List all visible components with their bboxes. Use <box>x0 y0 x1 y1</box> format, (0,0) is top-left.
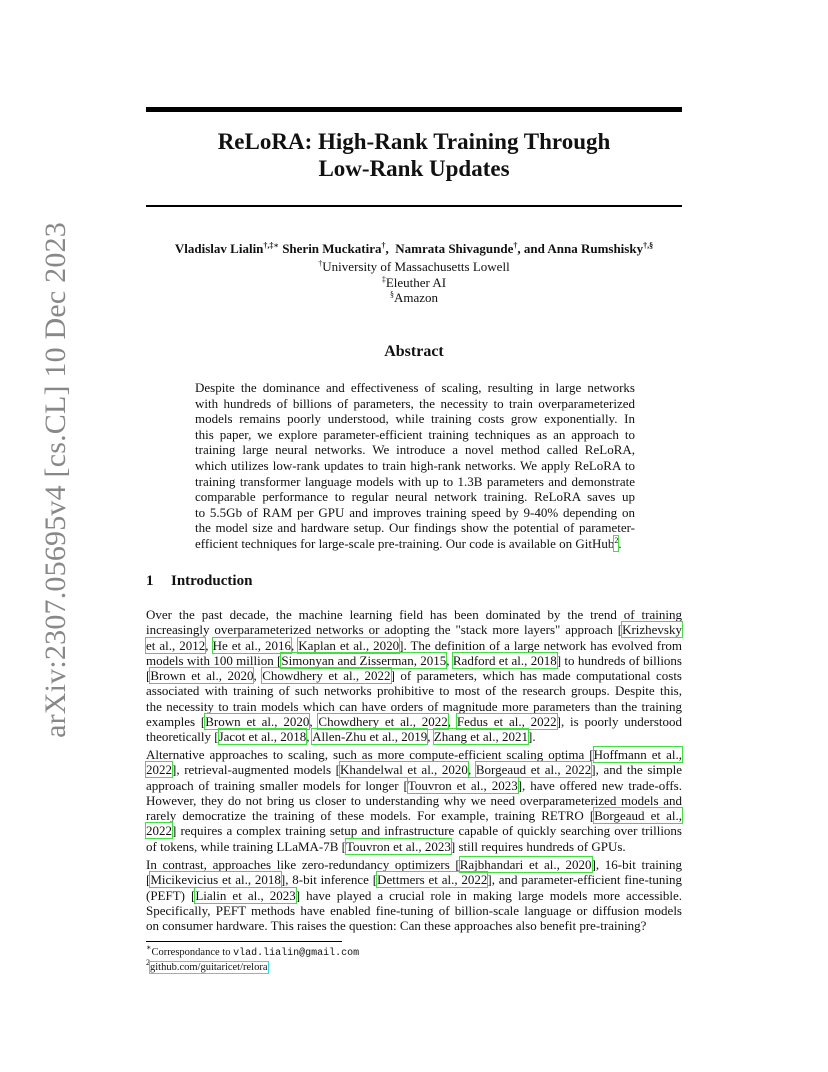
text-run: ], is poorly understood <box>556 714 683 730</box>
text-run: , <box>291 637 299 653</box>
paragraph-line <box>146 747 682 762</box>
footnote-text: Correspondance to <box>151 947 234 958</box>
abstract-line-text: efficient techniques for large-scale pre-training. Our code is available on GitHub <box>195 535 615 551</box>
text-run: , <box>467 762 476 778</box>
footnote-2 <box>146 958 268 974</box>
footnote-mark: ∗ <box>146 943 152 952</box>
section-title: Introduction <box>171 573 253 589</box>
text-run: [ <box>146 668 151 684</box>
abstract-line: Despite the dominance and effectiveness of scaling, resulting in large networks <box>195 380 635 395</box>
text-run: ], 16-bit training <box>591 857 682 872</box>
citation-link[interactable]: Rajbhandari et al., 2020 <box>459 857 592 872</box>
paragraph-line <box>146 823 682 838</box>
text-run: , <box>447 714 457 730</box>
github-link[interactable]: github.com/guitaricet/relora <box>150 962 268 973</box>
text-run: , <box>309 714 319 730</box>
citation-link[interactable]: Brown et al., 2020 <box>150 668 254 684</box>
section-number: 1 <box>146 573 154 589</box>
citation-link[interactable]: Simonyan and Zisserman, 2015 <box>281 652 447 668</box>
paragraph-line: on consumer hardware. This raises the question: Can these approaches also benefit pre-training? <box>146 918 647 934</box>
intro-paragraph-3 <box>146 857 682 933</box>
paragraph-line <box>146 762 682 777</box>
author-name: , and Anna Rumshisky <box>517 241 644 256</box>
citation-link[interactable]: Touvron et al., 2023 <box>346 838 451 854</box>
footnote-1 <box>146 943 360 960</box>
abstract-line: this paper, we explore parameter-efficient training techniques as an approach to <box>195 426 635 442</box>
abstract-line: the model size and hardware setup. Our findings show the potential of parameter- <box>195 520 635 536</box>
intro-paragraph-1 <box>146 607 682 745</box>
paragraph-line <box>146 714 682 729</box>
citation-link[interactable]: Brown et al., 2020 <box>205 714 310 730</box>
paragraph-line: However, they do not bring us closer to understanding why we need overparameterized models and <box>146 792 682 808</box>
text-run: , <box>446 652 453 668</box>
footnote-mark: 2 <box>614 535 619 545</box>
citation-link[interactable]: Krizhevsky <box>622 622 682 638</box>
author-affil-mark: † <box>513 241 518 250</box>
affiliation-line <box>146 290 682 305</box>
paper-title <box>146 128 682 182</box>
text-run: approach of training smaller models for longer [ <box>146 777 408 793</box>
paragraph-line <box>146 778 682 793</box>
title-bottom-rule <box>146 205 682 207</box>
citation-link[interactable]: Allen-Zhu et al., 2019 <box>312 729 428 745</box>
section-heading <box>146 573 252 590</box>
citation-link[interactable]: He et al., 2016 <box>212 637 292 653</box>
text-run: examples [ <box>146 714 206 730</box>
arxiv-identifier-stamp: arXiv:2307.05695v4 [cs.CL] 10 Dec 2023 <box>39 222 72 738</box>
text-run: rarely democratize the training of these models. For example, training RETRO [ <box>146 808 595 824</box>
abstract-line: which utilizes low-rank updates to train high-rank networks. We apply ReLoRA to <box>195 457 635 473</box>
text-run: ] still requires hundreds of GPUs. <box>450 838 626 854</box>
footnote-divider <box>146 941 342 942</box>
citation-link[interactable]: Jacot et al., 2018 <box>218 729 307 745</box>
affiliation-name: Amazon <box>393 290 439 305</box>
title-line-1: ReLoRA: High-Rank Training Through <box>217 129 611 154</box>
author-affil-mark: †,§ <box>643 241 654 250</box>
text-run: Alternative approaches to scaling, such as more compute-efficient scaling optima [ <box>146 747 594 762</box>
abstract-line <box>195 536 635 552</box>
text-run: , <box>427 729 434 745</box>
abstract-line: training large neural networks. We introduce a novel method called ReLoRA, <box>195 442 635 458</box>
author-list: Vladislav Lialin†,‡∗ Sherin Muckatira†, Namrata Shivagunde†, and Anna Rumshisky†,§ <box>174 241 654 256</box>
citation-link[interactable]: Chowdhery et al., 2022 <box>262 668 391 684</box>
affiliation-line <box>146 275 682 290</box>
paragraph-line: Specifically, PEFT methods have enabled fine-tuning of billion-scale language or diffusion models <box>146 902 682 918</box>
citation-link[interactable]: Borgeaud et al., 2022 <box>475 762 592 778</box>
text-run: ], retrieval-augmented models [ <box>172 762 340 778</box>
text-run: ], 8-bit inference [ <box>280 872 378 888</box>
paragraph-line <box>146 872 682 887</box>
citation-link[interactable]: Lialin et al., 2023 <box>195 887 296 903</box>
text-run: , <box>306 729 313 745</box>
affiliation-line <box>146 259 682 274</box>
text-run: ] have played a crucial role in making large models more accessible. <box>295 887 682 903</box>
paragraph-line <box>146 622 682 637</box>
affiliation-name: Eleuther AI <box>385 275 447 290</box>
text-run: (PEFT) [ <box>146 887 196 903</box>
abstract-line-end: . <box>618 535 622 551</box>
paragraph-line: the necessity to train models which can have orders of magnitude more parameters than the training <box>146 698 682 714</box>
abstract-line: with hundreds of billions of parameters, the necessity to train overparameterized <box>195 395 635 411</box>
paragraph-line <box>146 668 682 683</box>
text-run: ] to hundreds of billions <box>556 652 682 668</box>
citation-link[interactable]: Zhang et al., 2021 <box>433 729 528 745</box>
paragraph-line <box>146 857 682 872</box>
citation-link[interactable]: Touvron et al., 2023 <box>407 777 518 793</box>
citation-link[interactable]: et al., 2012 <box>146 637 206 653</box>
paragraph-line <box>146 839 682 854</box>
paragraph-line <box>146 888 682 903</box>
citation-link[interactable]: 2022 <box>146 823 172 839</box>
text-run: increasingly overparameterized networks or adopting the "stack more layers" approach [ <box>146 622 623 638</box>
citation-link[interactable]: Hoffmann et al., <box>593 747 682 762</box>
abstract-line: to 5.5Gb of RAM per GPU and improves training speed by 9-40% depending on <box>195 504 635 520</box>
paragraph-line <box>146 638 682 653</box>
citation-link[interactable]: Dettmers et al., 2022 <box>377 872 488 888</box>
text-run: models with 100 million [ <box>146 652 282 668</box>
text-run: ], and parameter-efficient fine-tuning <box>487 872 682 888</box>
author-name: Vladislav Lialin <box>174 241 264 256</box>
citation-link[interactable]: Khandelwal et al., 2020 <box>340 762 468 778</box>
affiliation-mark: ‡ <box>381 275 386 284</box>
citation-link[interactable]: 2022 <box>146 762 172 778</box>
intro-paragraph-2 <box>146 747 682 854</box>
abstract-line: training transformer language models with up to 1.3B parameters and demonstrate <box>195 473 635 489</box>
text-run: [ <box>146 872 151 888</box>
citation-link[interactable]: Micikevicius et al., 2018 <box>150 872 281 888</box>
citation-link[interactable]: Borgeaud et al., <box>594 808 682 824</box>
abstract-heading: Abstract <box>384 343 444 360</box>
text-run: of tokens, while training LLaMA-7B [ <box>146 838 347 854</box>
paragraph-line: Over the past decade, the machine learning field has been dominated by the trend of training <box>146 607 682 622</box>
citation-link[interactable]: Fedus et al., 2022 <box>456 714 557 730</box>
abstract-body <box>195 380 635 552</box>
author-name: Sherin Muckatira <box>282 241 382 256</box>
affiliation-name: University of Massachusetts Lowell <box>322 259 510 274</box>
text-run: , <box>205 637 213 653</box>
text-run: In contrast, approaches like zero-redundancy optimizers [ <box>146 857 460 872</box>
citation-link[interactable]: Chowdhery et al., 2022 <box>318 714 448 730</box>
text-run: , <box>253 668 263 684</box>
title-top-rule <box>146 107 682 112</box>
abstract-line: models remains poorly understood, while training costs grow exponentially. In <box>195 411 635 427</box>
footnote-mark: 2 <box>146 958 150 967</box>
paragraph-line <box>146 808 682 823</box>
text-run: ] of parameters, which has made computational costs <box>390 668 682 684</box>
paragraph-line <box>146 653 682 668</box>
paragraph-line: associated with training of such networks prohibitive to most of the research groups. Despite this, <box>146 683 682 699</box>
correspondence-email: vlad.lialin@gmail.com <box>233 948 360 959</box>
text-run: theoretically [ <box>146 729 219 745</box>
paragraph-line <box>146 729 682 744</box>
citation-link[interactable]: Kaplan et al., 2020 <box>298 637 400 653</box>
author-name: Namrata Shivagunde <box>395 241 514 256</box>
affiliation-mark: † <box>318 259 323 268</box>
text-run: ]. The definition of a large network has evolved from <box>399 637 683 653</box>
text-run: ]. <box>528 729 536 745</box>
text-run: ], have offered new trade-offs. <box>517 777 682 793</box>
text-run: ] requires a complex training setup and infrastructure capable of quickly searching over trillions <box>172 823 682 839</box>
author-affil-mark: †,‡∗ <box>263 241 279 250</box>
affiliation-mark: § <box>389 290 394 299</box>
author-affil-mark: † <box>381 241 386 250</box>
text-run: ], and the simple <box>591 762 683 778</box>
citation-link[interactable]: Radford et al., 2018 <box>452 652 557 668</box>
title-line-2: Low-Rank Updates <box>318 156 510 181</box>
abstract-line: comparable performance to regular neural network training. ReLoRA saves up <box>195 489 635 505</box>
